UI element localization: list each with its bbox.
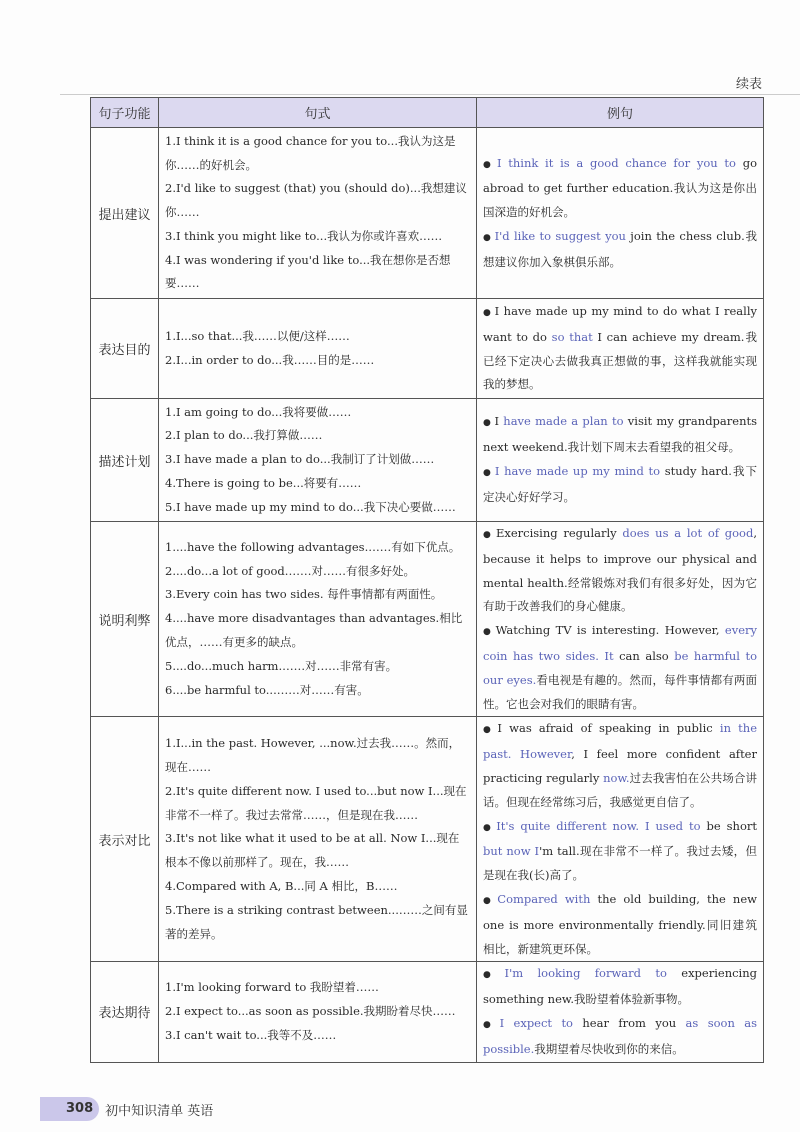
table-row	[91, 399, 764, 522]
continued-label: 续表	[735, 77, 762, 92]
pattern-item: 3.Every coin has two sides. 每件事情都有两面性。	[165, 587, 443, 602]
table-header-row	[91, 98, 764, 128]
pattern-item: 6....be harmful to...……对……有害。	[165, 682, 369, 697]
highlighted-phrase: so that	[551, 329, 593, 344]
example-sentence	[483, 815, 757, 888]
example-sentence	[483, 225, 757, 275]
examples-cell	[477, 522, 764, 717]
pattern-item: 5....do...much harm.……对……非常有害。	[165, 658, 398, 673]
sentence-function: 表达目的	[91, 299, 159, 399]
example-sentence	[483, 522, 757, 619]
bullet-icon: ●	[483, 627, 493, 638]
sentence-text: I was afraid of speaking in public	[497, 721, 720, 736]
highlighted-phrase: but now I	[483, 844, 540, 859]
sentence-text: 看电视是有趣的。然而，每件事情都有两面性。它也会对我们的眼睛有害。	[483, 672, 757, 711]
pattern-item: 1.I am going to do...我将要做……	[165, 404, 352, 419]
sentence-function: 提出建议	[91, 128, 159, 299]
table-row	[91, 962, 764, 1062]
pattern-item: 4.I was wondering if you'd like to...我在想你是否想要……	[165, 252, 451, 291]
sentence-text: visit my grandparents next weekend.我计划下周末去看望我的祖父母。	[483, 414, 758, 455]
highlighted-phrase: Compared with	[497, 891, 591, 906]
pattern-item: 3.I think you might like to...我认为你或许喜欢……	[165, 228, 443, 243]
sentence-text: join the chess club.我想建议你加入象棋俱乐部。	[483, 228, 757, 269]
sentence-text: 我期望着尽快收到你的来信。	[534, 1041, 684, 1056]
patterns-cell	[159, 299, 477, 399]
highlighted-phrase: does us a lot of good	[622, 526, 754, 540]
patterns-cell	[159, 962, 477, 1062]
bullet-icon: ●	[483, 970, 502, 981]
sentence-text: experiencing something new.我盼望着体验新事物。	[483, 966, 758, 1007]
highlighted-phrase: It's quite different now. I used to	[496, 818, 701, 833]
page-number: 308	[40, 1097, 99, 1121]
example-sentence	[483, 300, 757, 397]
pattern-item: 2....do...a lot of good.……对……有很多好处。	[165, 563, 415, 578]
sentence-text: can also	[613, 648, 675, 663]
sentence-text: , I feel more confident after practicing regularly	[483, 747, 757, 785]
highlighted-phrase: I have made up my mind to	[494, 464, 661, 478]
sentence-text: go abroad to get further education.我认为这是你出国深造的好机会。	[483, 155, 757, 220]
example-sentence	[483, 717, 757, 814]
patterns-cell	[159, 522, 477, 717]
patterns-cell	[159, 399, 477, 522]
pattern-item: 5.There is a striking contrast between...……之间有显著的差异。	[165, 902, 468, 941]
example-sentence	[483, 1012, 757, 1062]
patterns-cell	[159, 717, 477, 962]
table-row	[91, 717, 764, 962]
sentence-function: 表达期待	[91, 962, 159, 1062]
bullet-icon: ●	[483, 232, 492, 243]
pattern-item: 4....have more disadvantages than advantages.相比优点，……有更多的缺点。	[165, 611, 463, 650]
page-footer	[40, 1097, 213, 1121]
pattern-item: 2.I...in order to do...我……目的是……	[165, 352, 375, 367]
sentence-text: Exercising regularly	[495, 526, 623, 540]
sentence-function: 表示对比	[91, 717, 159, 962]
example-sentence	[483, 619, 757, 716]
highlighted-phrase: in the past. However	[483, 721, 757, 762]
sentence-text: be short	[700, 818, 757, 833]
example-sentence	[483, 888, 757, 961]
sentence-function: 描述计划	[91, 399, 159, 522]
example-sentence	[483, 152, 757, 225]
highlighted-phrase: as soon as possible.	[483, 1015, 758, 1056]
bullet-icon: ●	[483, 468, 492, 478]
sentence-text: hear from you	[573, 1015, 686, 1030]
sentence-text: I have made up my mind to do what I really want to do	[483, 303, 757, 344]
examples-cell	[477, 128, 764, 299]
header-function: 句子功能	[91, 98, 159, 128]
sentence-pattern-table	[90, 97, 764, 1063]
highlighted-phrase: I'm looking forward to	[504, 966, 667, 981]
pattern-item: 1.I think it is a good chance for you to...我认为这是你……的好机会。	[165, 133, 456, 172]
pattern-item: 3.I have made a plan to do...我制订了计划做……	[165, 452, 435, 467]
pattern-item: 1.I...so that...我……以便/这样……	[165, 328, 350, 343]
pattern-item: 2.I plan to do...我打算做……	[165, 428, 323, 443]
pattern-item: 3.I can't wait to...我等不及……	[165, 1027, 337, 1042]
highlighted-phrase: I expect to	[499, 1015, 573, 1030]
bullet-icon: ●	[483, 1019, 497, 1030]
sentence-text: I can achieve my dream.我已经下定决心去做我真正想做的事，这样我就能实现我的梦想。	[483, 329, 757, 392]
pattern-item: 2.I'd like to suggest (that) you (should do)...我想建议你……	[165, 181, 467, 220]
pattern-item: 2.It's quite different now. I used to...but now I...现在非常不一样了。我过去常常……，但是现在我……	[165, 783, 467, 822]
pattern-item: 1.I'm looking forward to 我盼望着……	[165, 980, 379, 995]
example-sentence	[483, 460, 757, 510]
sentence-text: the old building, the new one is more environmentally friendly.同旧建筑相比，新建筑更环保。	[483, 891, 757, 956]
sentence-text: , because it helps to improve our physical and mental health.经常锻炼对我们有很多好处，因为它有助于改善我们的身心健康。	[483, 526, 757, 614]
pattern-item: 4.Compared with A, B...同 A 相比，B……	[165, 879, 398, 894]
highlighted-phrase: I think it is a good chance for you to	[496, 155, 736, 170]
examples-cell	[477, 299, 764, 399]
bullet-icon: ●	[483, 307, 492, 318]
bullet-icon: ●	[483, 159, 494, 170]
highlighted-phrase: now.	[603, 770, 630, 785]
pattern-item: 3.It's not like what it used to be at all. Now I...现在根本不像以前那样了。现在，我……	[165, 831, 460, 870]
sentence-function: 说明利弊	[91, 522, 159, 717]
table-row	[91, 128, 764, 299]
sentence-text: I	[494, 414, 504, 429]
bullet-icon: ●	[483, 822, 494, 833]
divider	[60, 94, 800, 95]
pattern-item: 2.I expect to...as soon as possible.我期盼着尽快……	[165, 1004, 456, 1019]
highlighted-phrase: every coin has two sides. It	[483, 623, 758, 663]
table-row	[91, 299, 764, 399]
highlighted-phrase: have made a plan to	[503, 414, 624, 429]
examples-cell	[477, 717, 764, 962]
highlighted-phrase: I'd like to suggest you	[494, 228, 626, 243]
highlighted-phrase: be harmful to our eyes.	[483, 648, 758, 687]
pattern-item: 1....have the following advantages.……有如下优点。	[165, 539, 461, 554]
examples-cell	[477, 962, 764, 1062]
bullet-icon: ●	[483, 418, 492, 429]
bullet-icon: ●	[483, 530, 493, 540]
sentence-text: 'm tall.现在非常不一样了。我过去矮，但是现在我(长)高了。	[483, 844, 757, 883]
sentence-text: 过去我害怕在公共场合讲话。但现在经常练习后，我感觉更自信了。	[483, 770, 758, 809]
bullet-icon: ●	[483, 725, 495, 736]
example-sentence	[483, 410, 757, 460]
header-example: 例句	[477, 98, 764, 128]
table-row	[91, 522, 764, 717]
pattern-item: 4.There is going to be...将要有……	[165, 475, 362, 490]
sentence-text: Watching TV is interesting. However,	[495, 623, 725, 638]
header-pattern: 句式	[159, 98, 477, 128]
bullet-icon: ●	[483, 895, 495, 906]
sentence-text: study hard.我下定决心好好学习。	[483, 464, 757, 504]
pattern-item: 1.I...in the past. However, ...now.过去我……。然而，现在……	[165, 736, 461, 775]
examples-cell	[477, 399, 764, 522]
pattern-item: 5.I have made up my mind to do...我下决心要做……	[165, 499, 456, 514]
book-title: 初中知识清单 英语	[105, 1103, 214, 1119]
patterns-cell	[159, 128, 477, 299]
example-sentence	[483, 962, 757, 1012]
